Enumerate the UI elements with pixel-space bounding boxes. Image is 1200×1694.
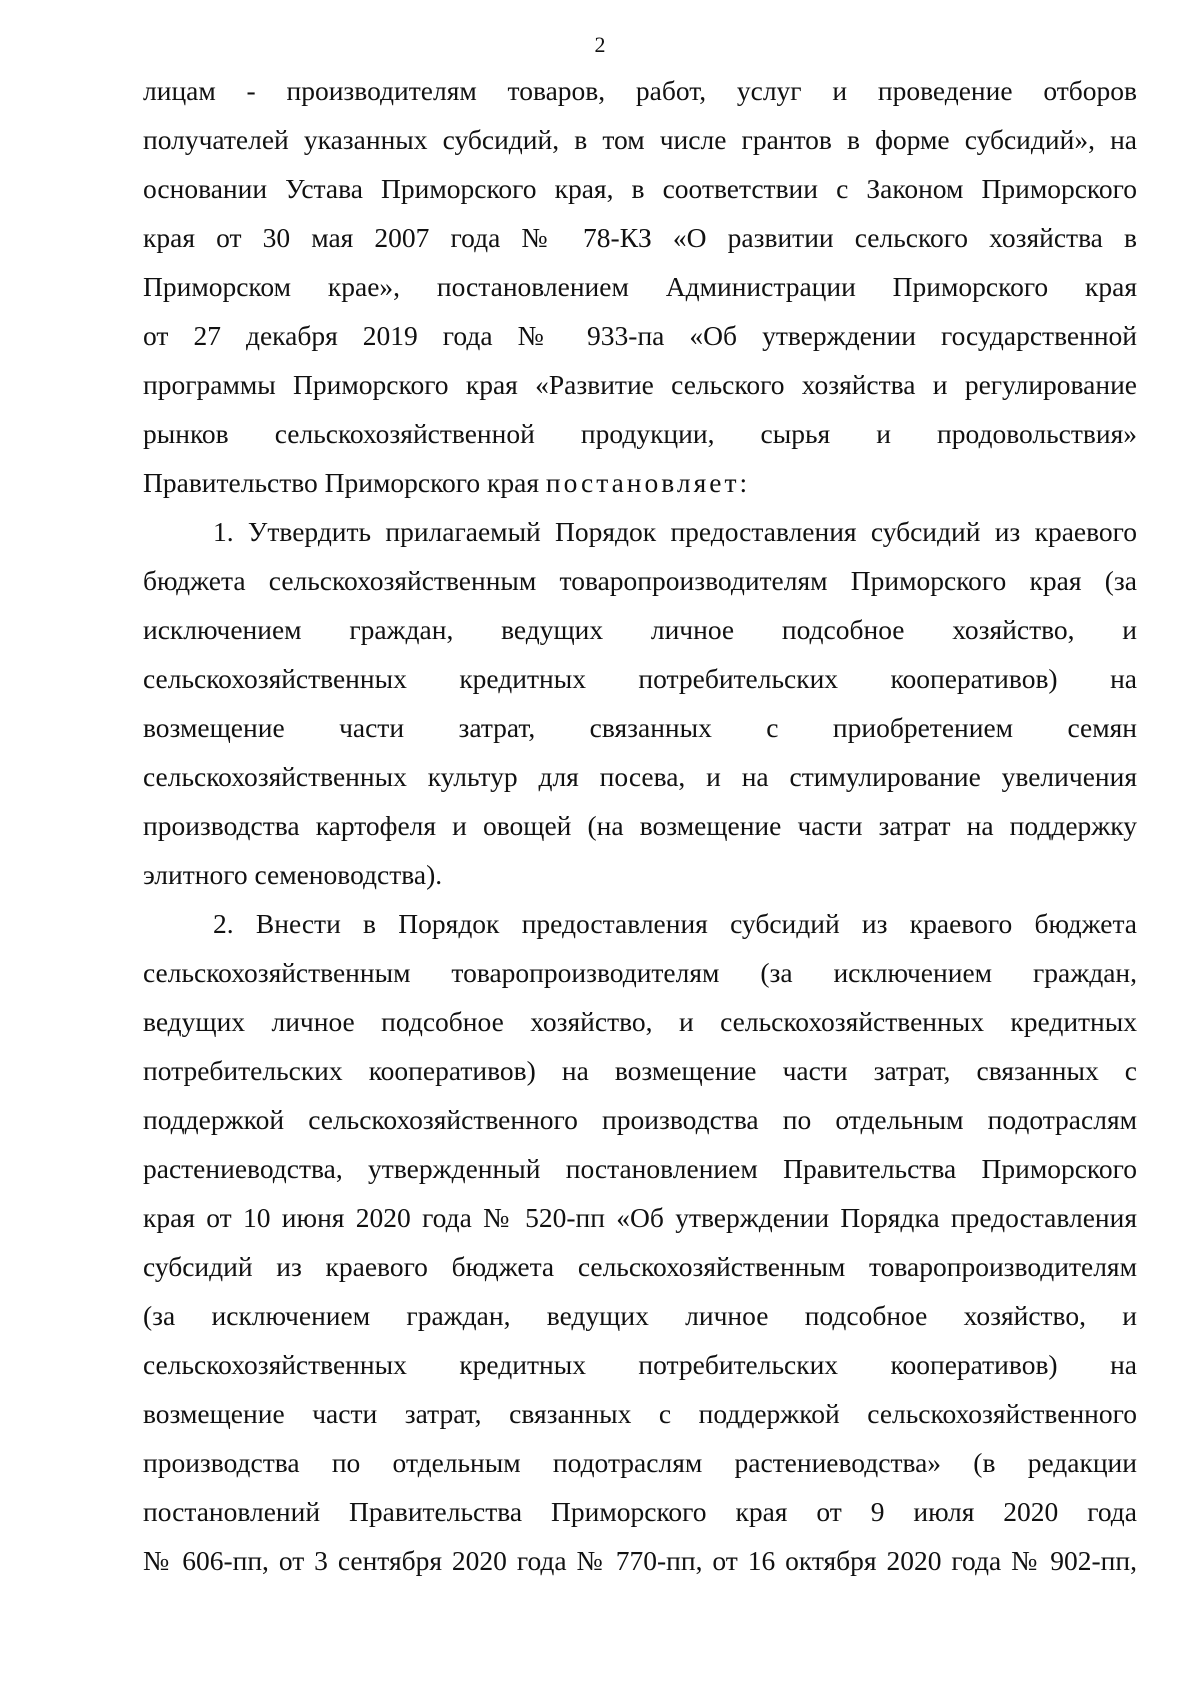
preamble-line: от 27 декабря 2019 года № 933-па «Об утверждении государственной: [143, 320, 1137, 351]
item-1-line: производства картофеля и овощей (на возмещение части затрат на поддержку: [143, 810, 1137, 841]
item-2-line: сельскохозяйственным товаропроизводителям (за исключением граждан,: [143, 957, 1137, 988]
resolution-clause-prefix: Правительство Приморского края: [143, 467, 546, 498]
page-number: 2: [594, 32, 606, 57]
preamble-line: края от 30 мая 2007 года № 78-КЗ «О развитии сельского хозяйства в: [143, 222, 1137, 253]
item-2-line: производства по отдельным подотраслям растениеводства» (в редакции: [143, 1447, 1137, 1478]
item-1-line: исключением граждан, ведущих личное подсобное хозяйство, и: [143, 614, 1137, 645]
item-2-line: поддержкой сельскохозяйственного производства по отдельным подотраслям: [143, 1104, 1137, 1135]
document-body: [143, 66, 1137, 1585]
item-1-line: 1. Утвердить прилагаемый Порядок предоставления субсидий из краевого: [213, 516, 1137, 547]
item-2-line: сельскохозяйственных кредитных потребительских кооперативов) на: [143, 1349, 1137, 1380]
item-1-line: бюджета сельскохозяйственным товаропроизводителям Приморского края (за: [143, 565, 1137, 596]
preamble-line: основании Устава Приморского края, в соответствии с Законом Приморского: [143, 173, 1137, 204]
preamble-line: программы Приморского края «Развитие сельского хозяйства и регулирование: [143, 369, 1137, 400]
preamble-line: лицам - производителям товаров, работ, услуг и проведение отборов: [143, 75, 1137, 106]
item-1-line: сельскохозяйственных кредитных потребительских кооперативов) на: [143, 663, 1137, 694]
item-2-line: постановлений Правительства Приморского края от 9 июля 2020 года: [143, 1496, 1137, 1527]
item-2-line: потребительских кооперативов) на возмещение части затрат, связанных с: [143, 1055, 1137, 1086]
resolution-clause: [143, 458, 1137, 507]
resolution-verb: постановляет:: [545, 467, 751, 498]
item-2-line: растениеводства, утвержденный постановлением Правительства Приморского: [143, 1153, 1137, 1184]
item-1-line: возмещение части затрат, связанных с приобретением семян: [143, 712, 1137, 743]
item-2-line: (за исключением граждан, ведущих личное подсобное хозяйство, и: [143, 1300, 1137, 1331]
item-2-line: 2. Внести в Порядок предоставления субсидий из краевого бюджета: [213, 908, 1137, 939]
item-2-line: возмещение части затрат, связанных с поддержкой сельскохозяйственного: [143, 1398, 1137, 1429]
item-1-line: сельскохозяйственных культур для посева, и на стимулирование увеличения: [143, 761, 1137, 792]
item-2-line: субсидий из краевого бюджета сельскохозяйственным товаропроизводителям: [143, 1251, 1137, 1282]
item-2-line: края от 10 июня 2020 года № 520-пп «Об утверждении Порядка предоставления: [143, 1202, 1137, 1233]
item-1-line: элитного семеноводства).: [143, 859, 443, 890]
preamble-line: получателей указанных субсидий, в том числе грантов в форме субсидий», на: [143, 124, 1137, 155]
preamble-line: Приморском крае», постановлением Администрации Приморского края: [143, 271, 1137, 302]
item-2-line: ведущих личное подсобное хозяйство, и сельскохозяйственных кредитных: [143, 1006, 1137, 1037]
item-2-line: № 606-пп, от 3 сентября 2020 года № 770-пп, от 16 октября 2020 года № 902-пп,: [143, 1545, 1137, 1576]
preamble-line: рынков сельскохозяйственной продукции, сырья и продовольствия»: [143, 418, 1137, 449]
